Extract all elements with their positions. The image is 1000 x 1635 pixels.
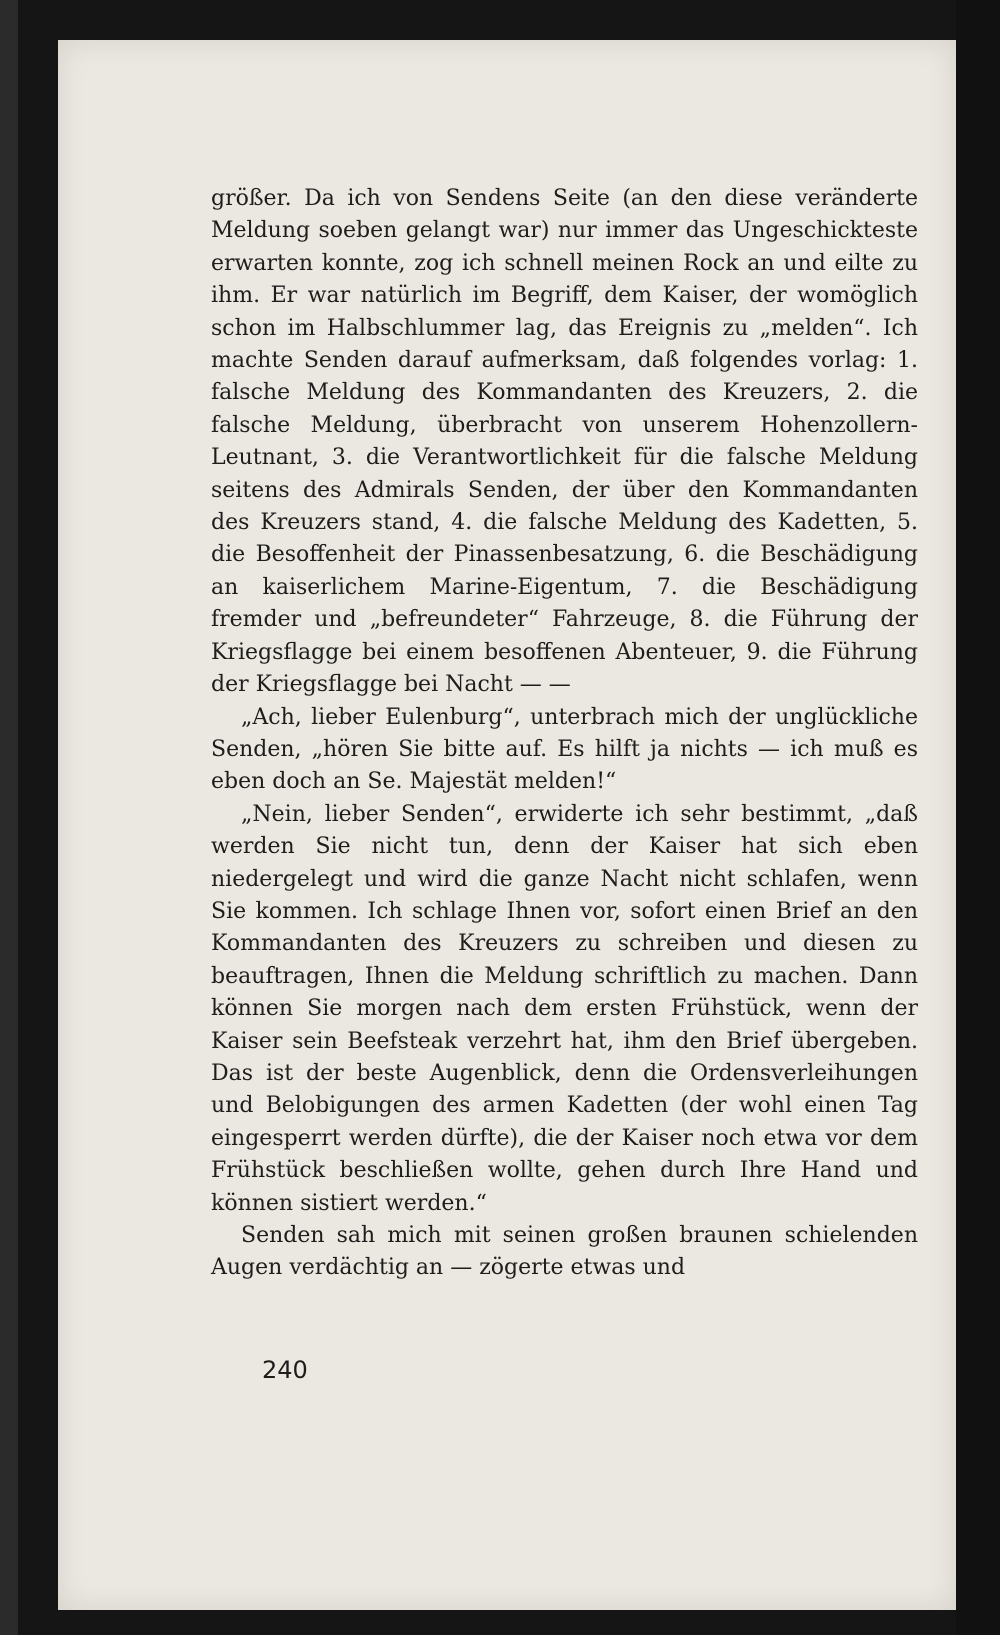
paragraph-2: „Ach, lieber Eulenburg“, unterbrach mich der unglückliche Senden, „hören Sie bitte auf. Es hilft ja nichts — ich muß es eben doch an Se. Majestät melden!“ [211,704,918,795]
page-number: 240 [262,1356,308,1384]
body-text [211,183,918,1285]
page-edge-shadow [956,0,1000,1635]
book-spine-shadow [0,0,18,1635]
paragraph-1: größer. Da ich von Sendens Seite (an den diese veränderte Meldung soeben gelangt war) nur immer das Ungeschickteste erwarten konnte, zog ich schnell meinen Rock an und eilte zu ihm. Er war natürlich im Begriff, dem Kaiser, der womöglich schon im Halbschlummer lag, das Ereignis zu „melden“. Ich machte Senden darauf aufmerksam, daß folgendes vorlag: 1. falsche Meldung des Kommandanten des Kreuzers, 2. die falsche Meldung, überbracht von unserem Hohenzollern-Leutnant, 3. die Verantwortlichkeit für die falsche Meldung seitens des Admirals Senden, der über den Kommandanten des Kreuzers stand, 4. die falsche Meldung des Kadetten, 5. die Besoffenheit der Pinassenbesatzung, 6. die Beschädigung an kaiserlichem Marine-Eigentum, 7. die Beschädigung fremder und „befreundeter“ Fahrzeuge, 8. die Führung der Kriegsflagge bei einem besoffenen Abenteuer, 9. die Führung der Kriegsflagge bei Nacht — — [211,186,918,698]
paragraph-3: „Nein, lieber Senden“, erwiderte ich sehr bestimmt, „daß werden Sie nicht tun, denn der Kaiser hat sich eben niedergelegt und wird die ganze Nacht nicht schlafen, wenn Sie kommen. Ich schlage Ihnen vor, sofort einen Brief an den Kommandanten des Kreuzers zu schreiben und diesen zu beauftragen, Ihnen die Meldung schriftlich zu machen. Dann können Sie morgen nach dem ersten Frühstück, wenn der Kaiser sein Beefsteak verzehrt hat, ihm den Brief übergeben. Das ist der beste Augenblick, denn die Ordensverleihungen und Belobigungen des armen Kadetten (der wohl einen Tag eingesperrt werden dürfte), die der Kaiser noch etwa vor dem Frühstück beschließen wollte, gehen durch Ihre Hand und können sistiert werden.“ [211,801,918,1216]
paragraph-4: Senden sah mich mit seinen großen braunen schielenden Augen verdächtig an — zögerte etwas und [211,1223,918,1281]
